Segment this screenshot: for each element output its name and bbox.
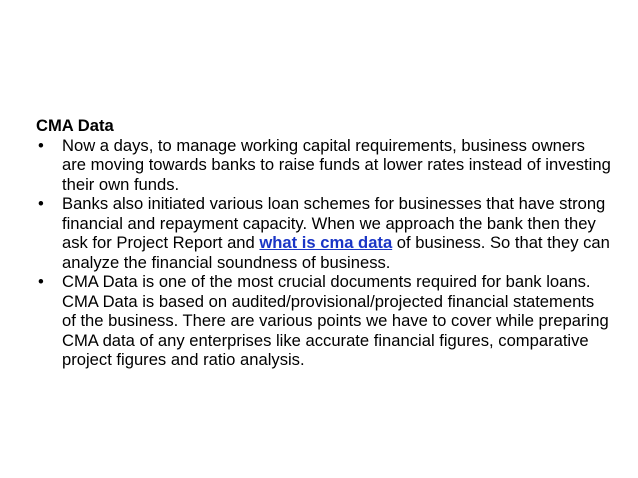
bullet-item [36,136,611,195]
bullet-text-before-link: Banks also initiated various loan schemes for businesses that have strong financial and repayment capacity. When we approach the bank then they ask for Project Report and [62,194,606,252]
bullet-dot-icon: • [38,135,44,155]
slide-heading: CMA Data [36,116,114,135]
bullet-list [36,136,611,370]
bullet-text: CMA Data is one of the most crucial documents required for bank loans. CMA Data is based on audited/provisional/projected financial statements of the business. There are various points we have to cover while preparing CMA data of any enterprises like accurate financial figures, comparative project figures and ratio analysis. [62,272,609,369]
bullet-text: Now a days, to manage working capital requirements, business owners are moving towards banks to raise funds at lower rates instead of investing their own funds. [62,135,611,194]
slide-content [36,116,611,370]
bullet-item [36,194,611,272]
bullet-text-after-link: of business. So that they can analyze the financial soundness of business. [62,233,610,272]
bullet-item [36,272,611,370]
cma-data-link[interactable]: what is cma data [259,233,393,252]
bullet-dot-icon: • [38,272,44,291]
bullet-dot-icon: • [38,194,44,213]
